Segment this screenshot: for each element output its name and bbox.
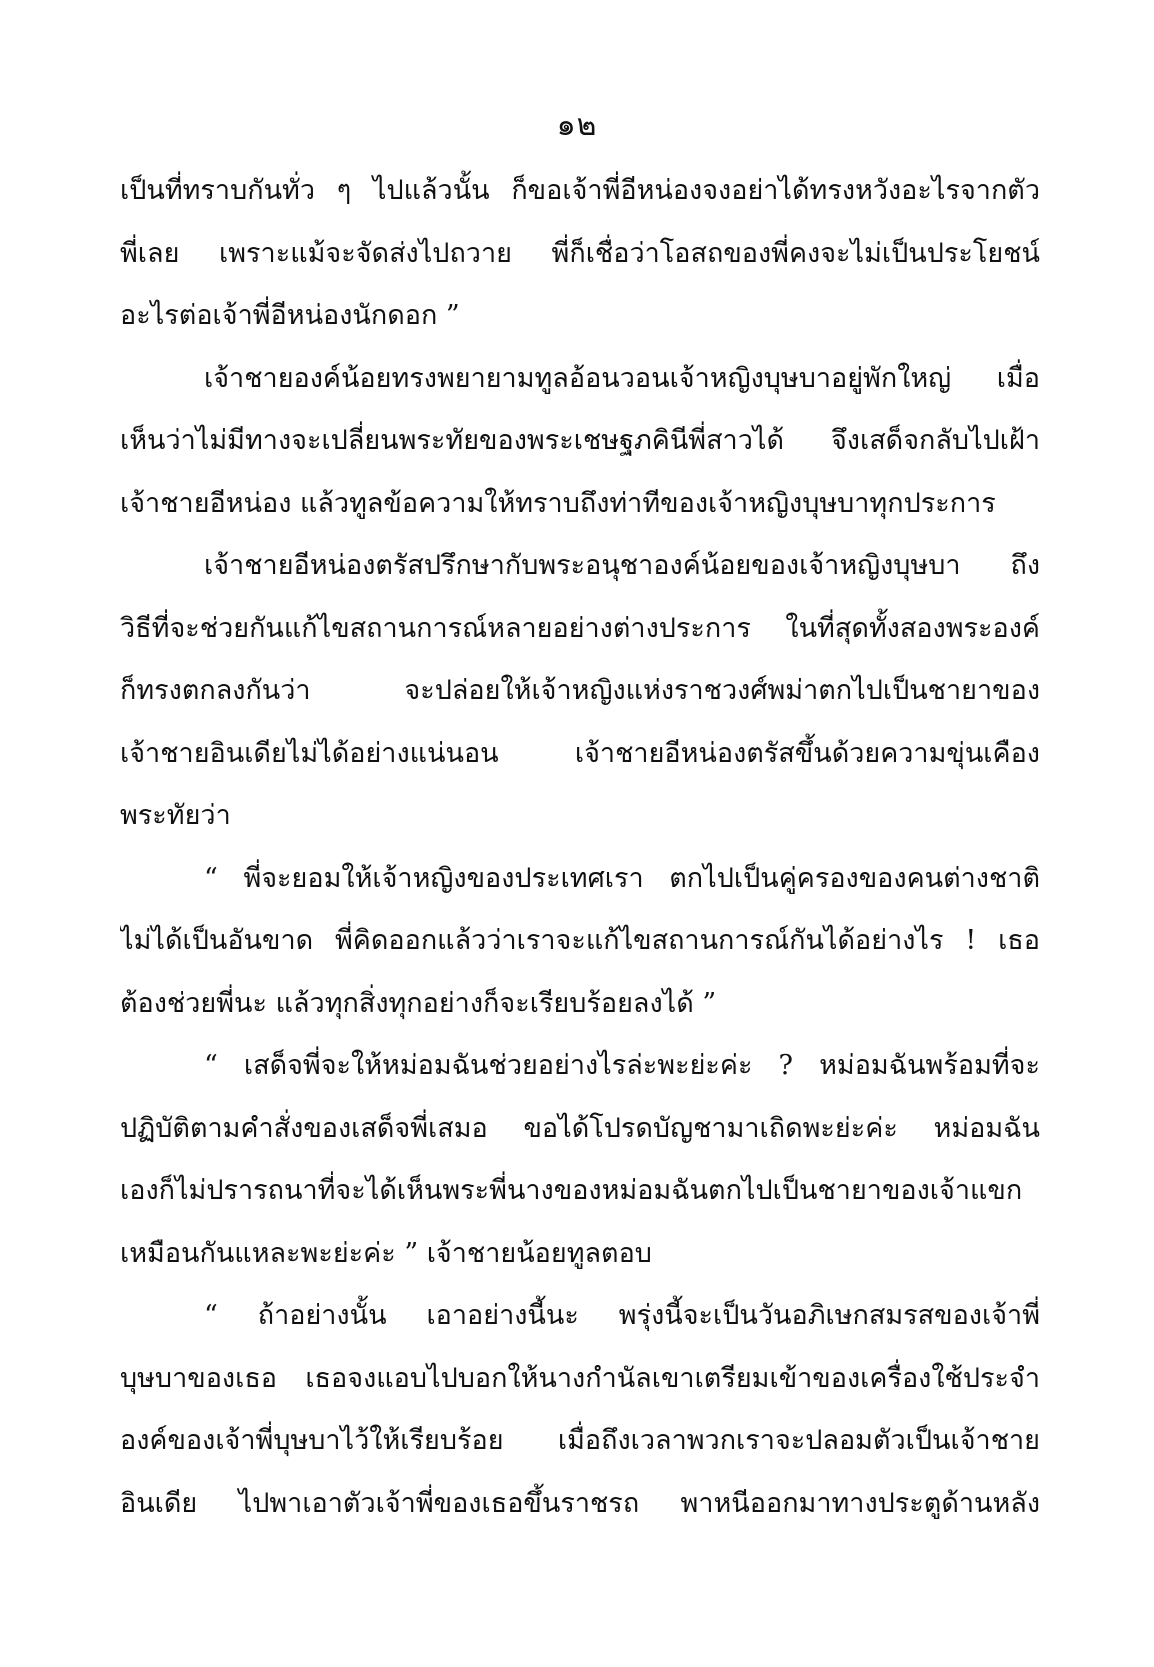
- text-line: เจ้าชายอินเดียไม่ได้อย่างแน่นอน เจ้าชายอีหน่องตรัสขึ้นด้วยความขุ่นเคือง: [120, 737, 1040, 769]
- text-line: พระทัยว่า: [120, 800, 231, 831]
- text-line: ก็ทรงตกลงกันว่า จะปล่อยให้เจ้าหญิงแห่งราชวงศ์พม่าตกไปเป็นชายาของ: [120, 675, 1040, 706]
- text-line: วิธีที่จะช่วยกันแก้ไขสถานการณ์หลายอย่างต่างประการ ในที่สุดทั้งสองพระองค์: [120, 612, 1040, 644]
- text-line: เจ้าชายอีหน่องตรัสปรึกษากับพระอนุชาองค์น้อยของเจ้าหญิงบุษบา ถึง: [204, 550, 1040, 581]
- text-line: เป็นที่ทราบกันทั่ว ๆ ไปแล้วนั้น ก็ขอเจ้าพี่อีหน่องจงอย่าได้ทรงหวังอะไรจากตัว: [120, 175, 1040, 206]
- page-number: ๑๒: [556, 108, 598, 143]
- text-line: ไม่ได้เป็นอันขาด พี่คิดออกแล้วว่าเราจะแก้ไขสถานการณ์กันได้อย่างไร ! เธอ: [120, 925, 1040, 956]
- text-line: “ เสด็จพี่จะให้หม่อมฉันช่วยอย่างไรล่ะพะย่ะค่ะ ? หม่อมฉันพร้อมที่จะ: [204, 1050, 1040, 1081]
- text-line: เองก็ไม่ปรารถนาที่จะได้เห็นพระพี่นางของหม่อมฉันตกไปเป็นชายาของเจ้าแขก: [120, 1175, 1023, 1206]
- text-line: “ พี่จะยอมให้เจ้าหญิงของประเทศเรา ตกไปเป็นคู่ครองของคนต่างชาติ: [204, 862, 1040, 894]
- text-line: บุษบาของเธอ เธอจงแอบไปบอกให้นางกำนัลเขาเตรียมเข้าของเครื่องใช้ประจำ: [120, 1362, 1040, 1394]
- text-line: พี่เลย เพราะแม้จะจัดส่งไปถวาย พี่ก็เชื่อว่าโอสถของพี่คงจะไม่เป็นประโยชน์: [120, 237, 1040, 269]
- text-line: ต้องช่วยพี่นะ แล้วทุกสิ่งทุกอย่างก็จะเรียบร้อยลงได้ ”: [120, 987, 717, 1019]
- text-line: ปฏิบัติตามคำสั่งของเสด็จพี่เสมอ ขอได้โปรดบัญชามาเถิดพะย่ะค่ะ หม่อมฉัน: [120, 1112, 1040, 1144]
- body-text: [120, 160, 1040, 1535]
- text-line: เหมือนกันแหละพะย่ะค่ะ ” เจ้าชายน้อยทูลตอบ: [120, 1237, 652, 1269]
- text-line: เห็นว่าไม่มีทางจะเปลี่ยนพระทัยของพระเชษฐภคินีพี่สาวได้ จึงเสด็จกลับไปเฝ้า: [120, 425, 1040, 456]
- text-line: องค์ของเจ้าพี่บุษบาไว้ให้เรียบร้อย เมื่อถึงเวลาพวกเราจะปลอมตัวเป็นเจ้าชาย: [120, 1425, 1040, 1456]
- text-line: อะไรต่อเจ้าพี่อีหน่องนักดอก ”: [120, 300, 460, 331]
- text-line: เจ้าชายอีหน่อง แล้วทูลข้อความให้ทราบถึงท่าทีของเจ้าหญิงบุษบาทุกประการ: [120, 487, 996, 519]
- text-line: เจ้าชายองค์น้อยทรงพยายามทูลอ้อนวอนเจ้าหญิงบุษบาอยู่พักใหญ่ เมื่อ: [204, 362, 1040, 394]
- text-line: “ ถ้าอย่างนั้น เอาอย่างนี้นะ พรุ่งนี้จะเป็นวันอภิเษกสมรสของเจ้าพี่: [204, 1300, 1040, 1331]
- text-line: อินเดีย ไปพาเอาตัวเจ้าพี่ของเธอขึ้นราชรถ พาหนีออกมาทางประตูด้านหลัง: [120, 1487, 1040, 1519]
